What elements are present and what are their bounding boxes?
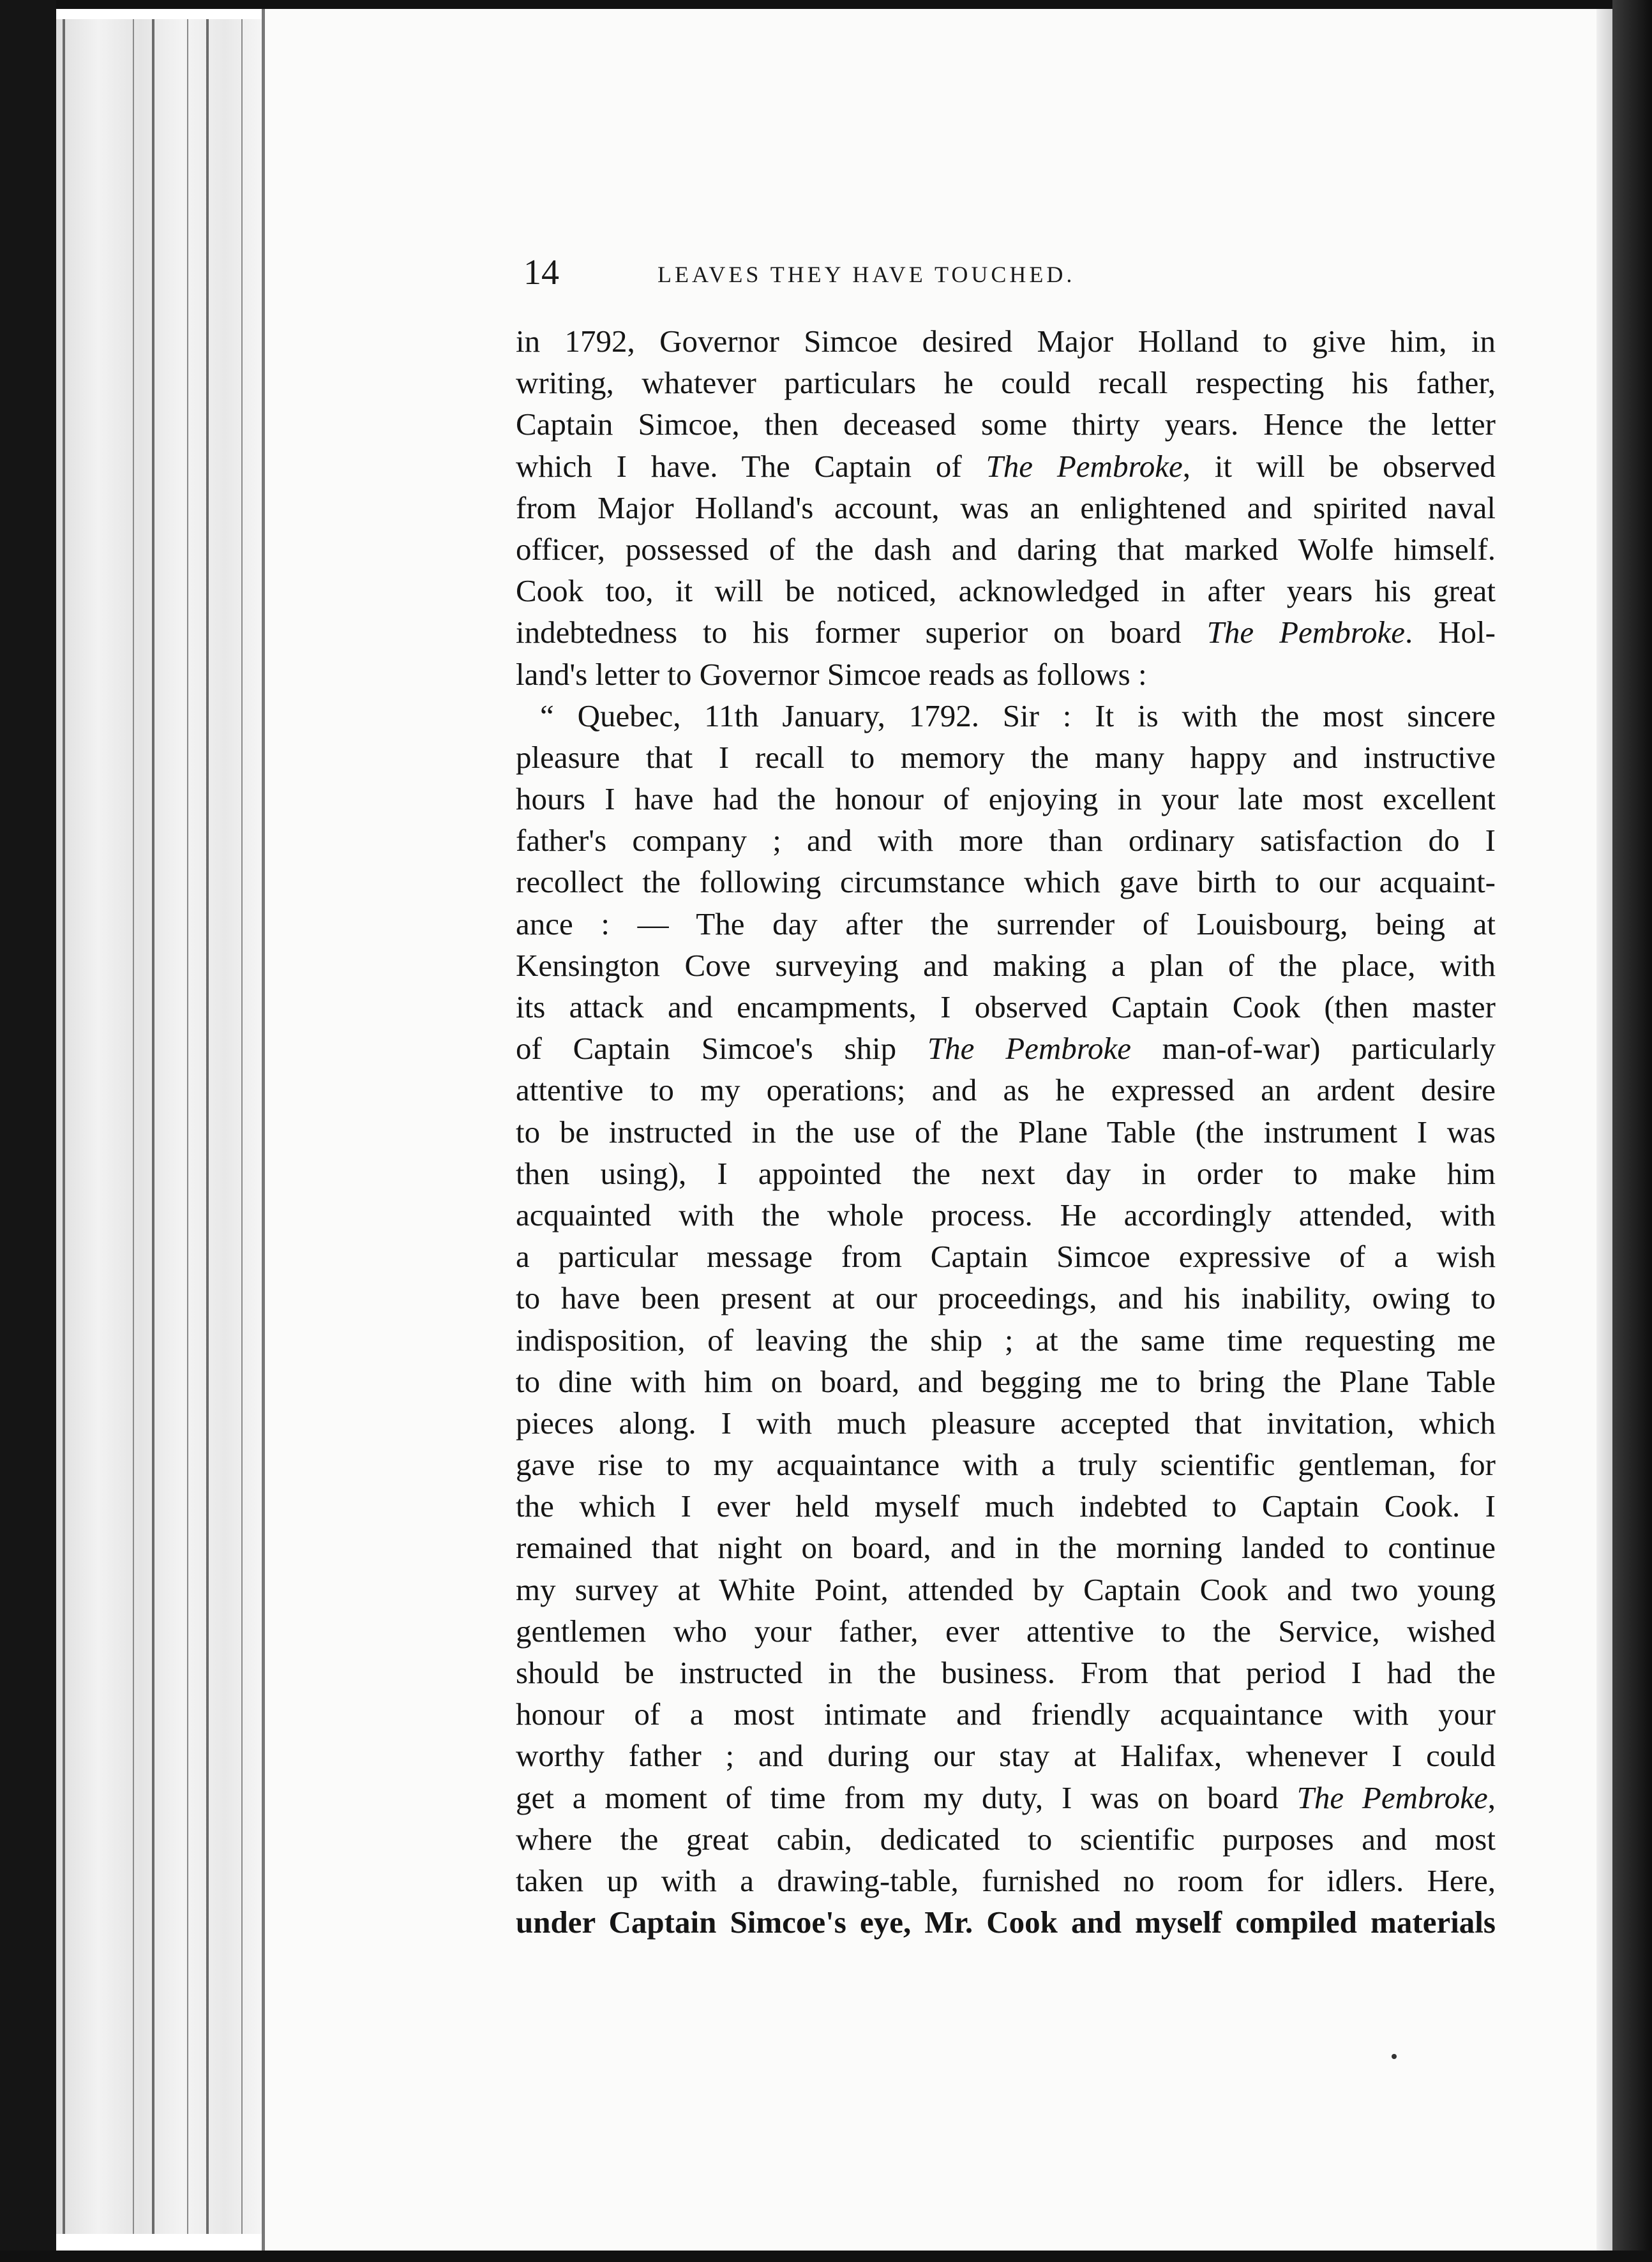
scan-border-top (0, 0, 1652, 9)
text-line: indisposition, of leaving the ship ; at the same time requesting me (516, 1322, 1496, 1358)
page-edge-line (133, 19, 134, 2234)
text-line: remained that night on board, and in the morning landed to continue (516, 1530, 1496, 1566)
text-line: where the great cabin, dedicated to scientific purposes and most (516, 1821, 1496, 1857)
ship-name: The Pembroke (927, 1031, 1132, 1067)
text-line: Captain Simcoe, then deceased some thirty years. Hence the letter (516, 407, 1496, 442)
book-page-edges (56, 19, 267, 2234)
text-line: the which I ever held myself much indebted to Captain Cook. I (516, 1488, 1496, 1524)
text-line: to have been present at our proceedings, and his inability, owing to (516, 1280, 1496, 1316)
page-edge-line (152, 19, 154, 2234)
text-line: worthy father ; and during our stay at Halifax, whenever I could (516, 1738, 1496, 1774)
text-line: father's company ; and with more than ordinary satisfaction do I (516, 823, 1496, 858)
text-line: pleasure that I recall to memory the many happy and instructive (516, 739, 1496, 775)
text-line: gave rise to my acquaintance with a truly scientific gentleman, for (516, 1447, 1496, 1483)
text-line: Kensington Cove surveying and making a plan of the place, with (516, 947, 1496, 983)
text-line: gentlemen who your father, ever attentive to the Service, wished (516, 1613, 1496, 1649)
text-line: to be instructed in the use of the Plane Table (the instrument I was (516, 1114, 1496, 1150)
text-line: get a moment of time from my duty, I was on board The Pembroke, (516, 1779, 1496, 1815)
ship-name: The Pembroke (1296, 1779, 1488, 1815)
text-line: hours I have had the honour of enjoying in your late most excellent (516, 781, 1496, 817)
running-title: LEAVES THEY HAVE TOUCHED. (657, 262, 1076, 287)
text-line: ance : — The day after the surrender of Louisbourg, being at (516, 906, 1496, 941)
scan-border-right (1612, 0, 1652, 2262)
text-line: its attack and encampments, I observed Captain Cook (then master (516, 989, 1496, 1024)
page-number: 14 (523, 253, 559, 292)
text-line: should be instructed in the business. From that period I had the (516, 1655, 1496, 1690)
text-line: under Captain Simcoe's eye, Mr. Cook and myself compiled materials (516, 1905, 1496, 1940)
ship-name: The Pembroke (1206, 615, 1405, 650)
text-line: which I have. The Captain of The Pembroke, it will be observed (516, 448, 1496, 484)
page-edge-line (63, 19, 65, 2234)
scan-speck (1392, 2054, 1397, 2059)
text-line: of Captain Simcoe's ship The Pembroke man-of-war) particularly (516, 1031, 1496, 1067)
text-line: pieces along. I with much pleasure accepted that invitation, which (516, 1405, 1496, 1441)
text-line: acquainted with the whole process. He accordingly attended, with (516, 1197, 1496, 1232)
scan-border-left (0, 0, 56, 2262)
text-line: land's letter to Governor Simcoe reads as follows : (516, 656, 1147, 692)
ship-name: The Pembroke (986, 448, 1183, 484)
text-line: then using), I appointed the next day in order to make him (516, 1155, 1496, 1191)
text-line: officer, possessed of the dash and daring that marked Wolfe himself. (516, 531, 1496, 567)
text-line: honour of a most intimate and friendly acquaintance with your (516, 1696, 1496, 1732)
text-line: Cook too, it will be noticed, acknowledged in after years his great (516, 573, 1496, 609)
running-header (523, 250, 1494, 295)
text-line: recollect the following circumstance which gave birth to our acquaint- (516, 864, 1496, 900)
text-line: my survey at White Point, attended by Captain Cook and two young (516, 1571, 1496, 1607)
text-line: indebtedness to his former superior on board The Pembroke. Hol- (516, 615, 1496, 650)
text-line: attentive to my operations; and as he expressed an ardent desire (516, 1072, 1496, 1108)
text-line: “ Quebec, 11th January, 1792. Sir : It is with the most sincere (540, 698, 1496, 733)
page-edge-line (241, 19, 243, 2234)
text-line: from Major Holland's account, was an enlightened and spirited naval (516, 490, 1496, 525)
page-edge-line (187, 19, 188, 2234)
text-line: a particular message from Captain Simcoe expressive of a wish (516, 1239, 1496, 1275)
text-line: to dine with him on board, and begging me to bring the Plane Table (516, 1363, 1496, 1399)
text-line: in 1792, Governor Simcoe desired Major Holland to give him, in (516, 324, 1496, 359)
page-edge-line (206, 19, 209, 2234)
body-text (516, 320, 1496, 1943)
text-line: writing, whatever particulars he could recall respecting his father, (516, 365, 1496, 401)
scan-border-bottom (0, 2251, 1652, 2262)
text-line: taken up with a drawing-table, furnished no room for idlers. Here, (516, 1862, 1496, 1898)
